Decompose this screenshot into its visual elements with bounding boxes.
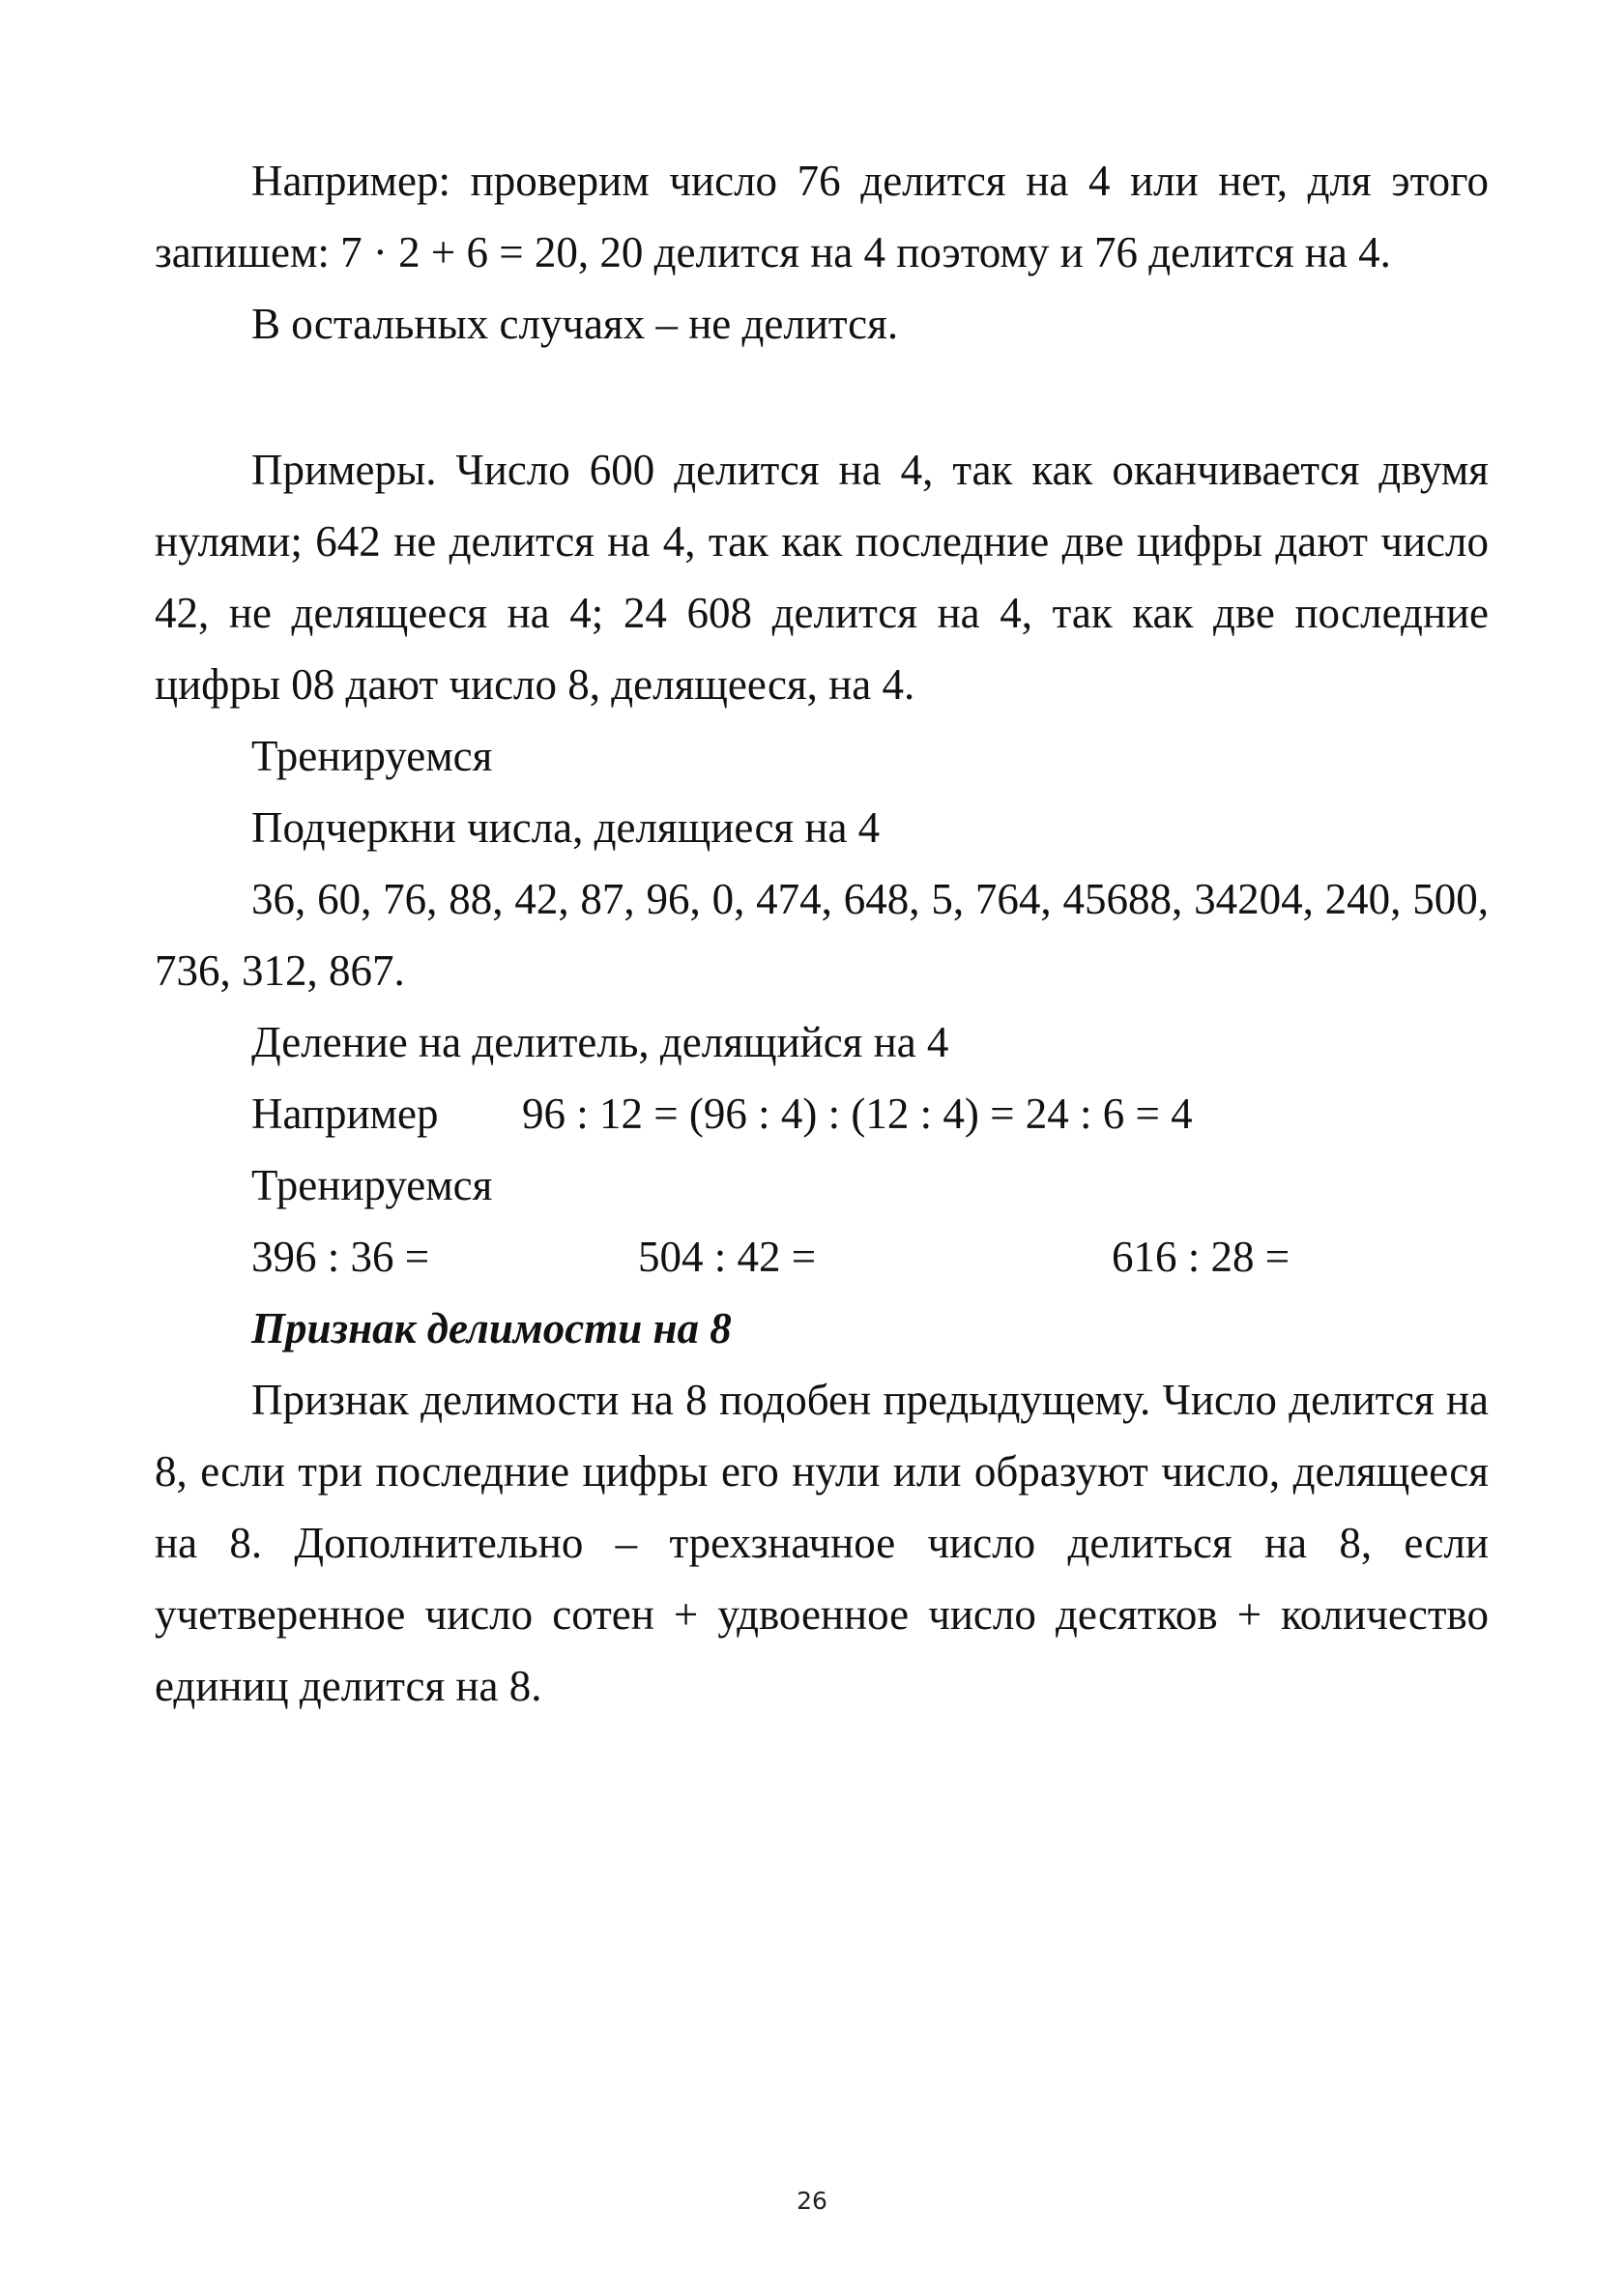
training-task: Подчеркни числа, делящиеся на 4 [251, 803, 881, 852]
training2-title: Тренируемся [251, 1161, 493, 1209]
page-content [155, 145, 1489, 1722]
exercise-item: 396 : 36 = [251, 1233, 430, 1281]
training-numbers: 36, 60, 76, 88, 42, 87, 96, 0, 474, 648, 5, 764, 45688, 34204, 240, 500, 736, 312, 867. [155, 875, 1489, 995]
division-title: Деление на делитель, делящийся на 4 [251, 1018, 949, 1066]
division-example-expression: 96 : 12 = (96 : 4) : (12 : 4) = 24 : 6 = 4 [522, 1090, 1193, 1138]
training-title: Тренируемся [251, 732, 493, 780]
section-heading: Признак делимости на 8 [251, 1304, 732, 1352]
section-text: Признак делимости на 8 подобен предыдущему. Число делится на 8, если три последние цифры его нули или образуют число, делящееся на 8. Дополнительно – трехзначное число делиться на 8, если учетверенное число сотен + удвоенное число десятков + количество единиц делится на 8. [155, 1376, 1489, 1710]
exercise-item: 616 : 28 = [1112, 1233, 1290, 1281]
page-number: 26 [797, 2187, 827, 2215]
division-example [155, 1078, 1489, 1149]
paragraph-examples-600: Примеры. Число 600 делится на 4, так как оканчивается двумя нулями; 642 не делится на 4, так как последние две цифры дают число 42, не делящееся на 4; 24 608 делится на 4, так как две последние цифры 08 дают число 8, делящееся, на 4. [155, 446, 1489, 709]
paragraph-example-76: Например: проверим число 76 делится на 4 или нет, для этого запишем: 7 · 2 + 6 = 20, 20 делится на 4 поэтому и 76 делится на 4. [155, 157, 1489, 276]
exercise-item: 504 : 42 = [638, 1233, 817, 1281]
paragraph-other-cases: В остальных случаях – не делится. [251, 300, 899, 348]
exercise-row [155, 1221, 1489, 1293]
division-example-label: Например [251, 1090, 439, 1138]
